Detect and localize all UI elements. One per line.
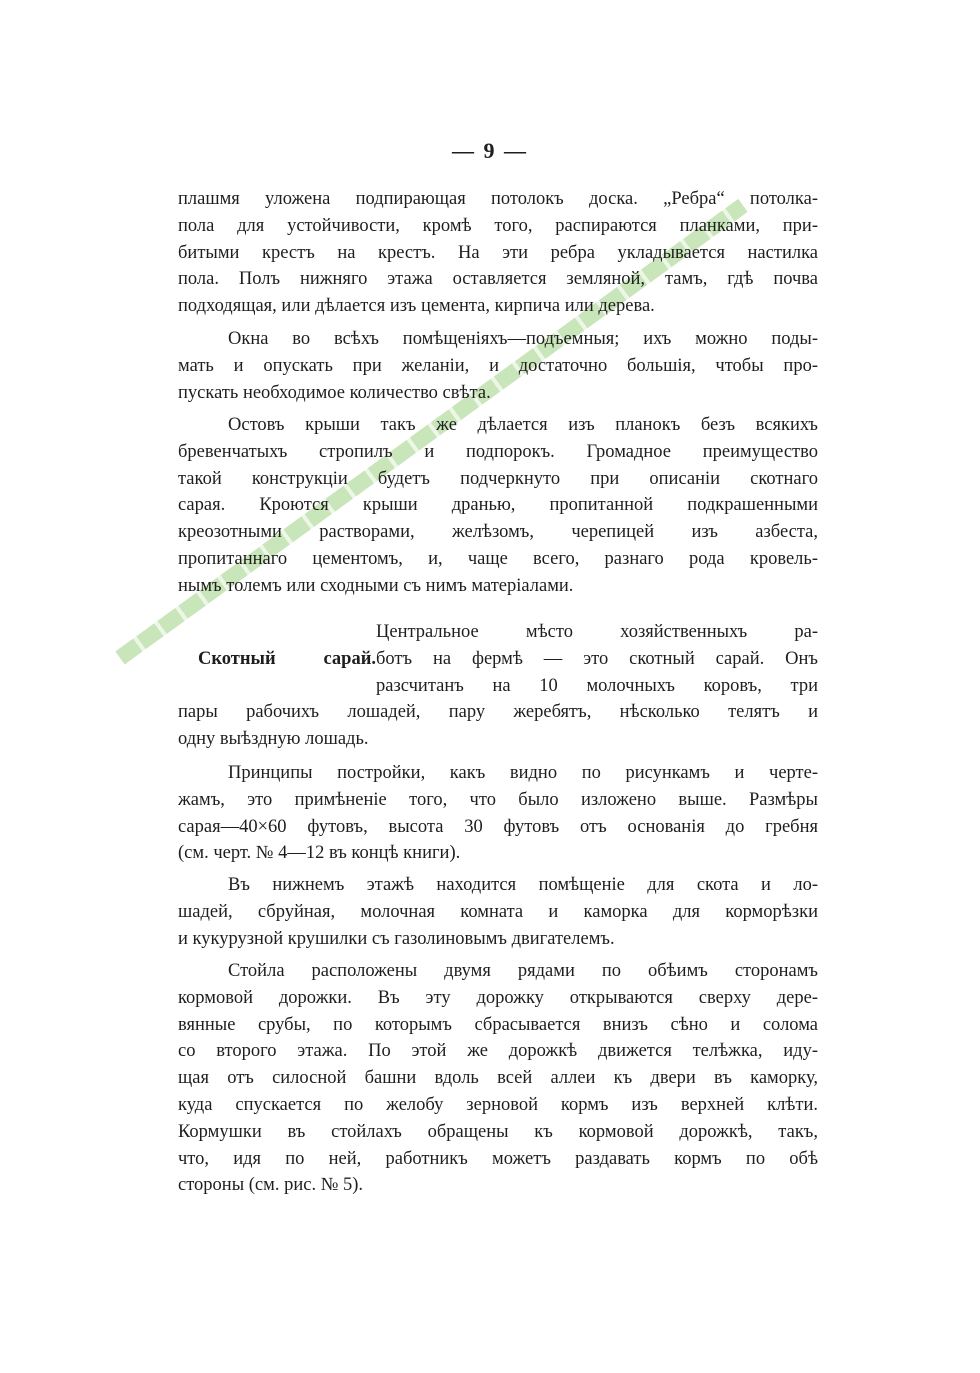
text-line: пропитаннаго цементомъ, и, чаще всего, разнаго рода кровель-	[178, 548, 818, 569]
page-number: — 9 —	[452, 138, 528, 163]
text-line: стороны (см. рис. № 5).	[178, 1175, 364, 1196]
text-line: со второго этажа. По этой же дорожкѣ движется телѣжка, иду-	[178, 1041, 818, 1062]
text-line: Стойла расположены двумя рядами по обѣимъ сторонамъ	[228, 961, 818, 981]
text-line: креозотными растворами, желѣзомъ, черепицей изъ азбеста,	[178, 522, 818, 543]
text-line: разсчитанъ на 10 молочныхъ коровъ, три	[376, 675, 818, 696]
paragraph-2	[178, 326, 818, 406]
text-line: вянные срубы, по которымъ сбрасывается внизъ сѣно и солома	[178, 1014, 818, 1035]
paragraph-6	[178, 872, 818, 952]
paragraph-3	[178, 412, 818, 600]
text-line: нымъ толемъ или сходными съ нимъ матеріалами.	[178, 575, 574, 596]
text-line: что, идя по ней, работникъ можетъ раздавать кормъ по обѣ	[178, 1148, 818, 1169]
text-line: Въ нижнемъ этажѣ находится помѣщеніе для скота и ло-	[228, 875, 818, 895]
text-line: одну выѣздную лошадь.	[178, 729, 369, 750]
text-line: битыми крестъ на крестъ. На эти ребра укладывается настилка	[178, 242, 818, 263]
text-line-with-heading	[178, 646, 818, 673]
paragraph-4-skotny-saray	[178, 619, 818, 753]
text-line: куда спускается по желобу зерновой кормъ изъ верхней клѣти.	[178, 1094, 818, 1115]
text-line: пола для устойчивости, кромѣ того, распираются планками, при-	[178, 215, 818, 236]
text-line: щая отъ силосной башни вдоль всей аллеи къ двери въ каморку,	[178, 1068, 818, 1089]
text-line: бревенчатыхъ стропилъ и подпорокъ. Громадное преимущество	[178, 441, 818, 462]
text-line: пола. Полъ нижняго этажа оставляется земляной, тамъ, гдѣ почва	[178, 269, 818, 290]
text-line: плашмя уложена подпирающая потолокъ доска. „Ребра“ потолка-	[178, 189, 818, 209]
text-line: сарая. Кроются крыши дранью, пропитанной подкрашенными	[178, 495, 818, 516]
text-line: мать и опускать при желаніи, и достаточно большія, чтобы про-	[178, 355, 818, 376]
text-line: кормовой дорожки. Въ эту дорожку открываются сверху дере-	[178, 987, 818, 1008]
text-line: Центральное мѣсто хозяйственныхъ ра-	[376, 622, 818, 642]
paragraph-1	[178, 186, 818, 320]
side-heading: Скотный сарай.	[198, 648, 376, 669]
text-line: (см. черт. № 4—12 въ концѣ книги).	[178, 843, 461, 864]
text-line: Остовъ крыши такъ же дѣлается изъ планокъ безъ всякихъ	[228, 415, 818, 435]
text-line: и кукурузной крушилки съ газолиновымъ двигателемъ.	[178, 928, 615, 949]
text-line: пускать необходимое количество свѣта.	[178, 382, 491, 403]
paragraph-7	[178, 958, 818, 1199]
text-line: подходящая, или дѣлается изъ цемента, кирпича или дерева.	[178, 296, 655, 317]
text-line: жамъ, это примѣненіе того, что было изложено выше. Размѣры	[178, 789, 818, 810]
text-line: Принципы постройки, какъ видно по рисункамъ и черте-	[228, 763, 818, 783]
text-line: такой конструкціи будетъ подчеркнуто при описаніи скотнаго	[178, 468, 818, 489]
text-line: пары рабочихъ лошадей, пару жеребятъ, нѣсколько телятъ и	[178, 702, 818, 723]
paragraph-5	[178, 760, 818, 867]
text-line: шадей, сбруйная, молочная комната и каморка для корморѣзки	[178, 901, 818, 922]
text-line: Кормушки въ стойлахъ обращены къ кормовой дорожкѣ, такъ,	[178, 1121, 818, 1142]
text-line: сарая—40×60 футовъ, высота 30 футовъ отъ основанія до гребня	[178, 816, 818, 837]
text-line: Окна во всѣхъ помѣщеніяхъ—подъемныя; ихъ можно поды-	[228, 329, 818, 349]
text-line: ботъ на фермѣ — это скотный сарай. Онъ	[376, 648, 818, 669]
